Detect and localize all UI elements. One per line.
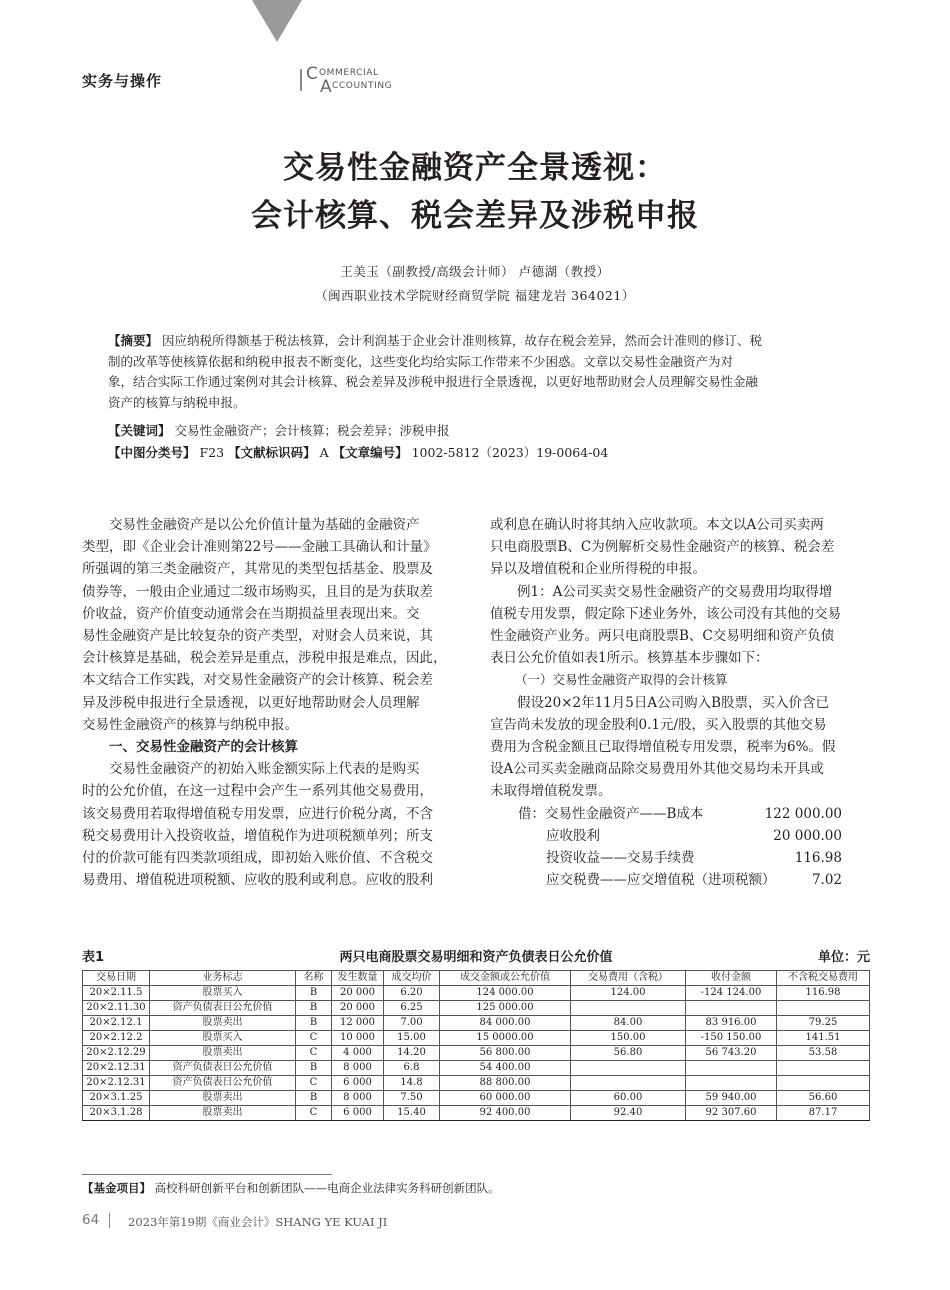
column-header: 成交均价 xyxy=(384,971,440,986)
right-column xyxy=(490,514,870,891)
table-cell: 20×2.12.2 xyxy=(83,1031,150,1046)
continued-paragraph: 或利息在确认时将其纳入应收款项。本文以A公司买卖两 只电商股票B、C为例解析交易性金融资产的核算、税会差 异以及增值税和企业所得税的申报。 xyxy=(490,517,835,578)
journal-account: 借：交易性金融资产——B成本 xyxy=(518,805,704,822)
classification-info: 【中图分类号】 F23 【文献标识码】 A 【文章编号】 1002-5812（2023）19-0064-04 xyxy=(108,445,609,460)
column-header: 成交金额或公允价值 xyxy=(440,971,571,986)
article-title-line2: 会计核算、税会差异及涉税申报 xyxy=(251,198,699,234)
table-cell: 141.51 xyxy=(777,1031,870,1046)
table-cell: 6.20 xyxy=(384,986,440,1001)
table-cell: 8 000 xyxy=(332,1091,384,1106)
table-cell: B xyxy=(296,986,332,1001)
section-heading-1: 一、交易性金融资产的会计核算 xyxy=(109,739,298,756)
table-header-row xyxy=(83,971,870,986)
journal-row xyxy=(490,803,870,825)
table-title: 两只电商股票交易明细和资产负债表日公允价值 xyxy=(339,950,613,965)
logo-word-accounting: CCOUNTING xyxy=(332,81,393,91)
table-cell: 56.60 xyxy=(777,1091,870,1106)
authors: 王美玉（副教授/高级会计师） 卢德湖（教授） xyxy=(340,264,610,279)
column-header: 收付金额 xyxy=(686,971,777,986)
abstract-label: 【摘要】 xyxy=(108,333,159,348)
column-header: 业务标志 xyxy=(150,971,296,986)
table-cell: 53.58 xyxy=(777,1046,870,1061)
table-cell: -124 124.00 xyxy=(686,986,777,1001)
table-cell: 6.8 xyxy=(384,1061,440,1076)
table-cell: 15 0000.00 xyxy=(440,1031,571,1046)
table-cell: C xyxy=(296,1046,332,1061)
table-row xyxy=(83,1001,870,1016)
table-cell: 7.00 xyxy=(384,1016,440,1031)
table-cell xyxy=(571,1061,686,1076)
table-cell: 20×2.12.31 xyxy=(83,1076,150,1091)
table-cell: 56.80 xyxy=(571,1046,686,1061)
table-cell: 84.00 xyxy=(571,1016,686,1031)
journal-row xyxy=(490,847,870,869)
table-cell xyxy=(571,1001,686,1016)
table-cell: 92 400.00 xyxy=(440,1106,571,1121)
table-cell: 6.25 xyxy=(384,1001,440,1016)
table-cell: 资产负债表日公允价值 xyxy=(150,1061,296,1076)
table-cell: 54 400.00 xyxy=(440,1061,571,1076)
table-body xyxy=(83,986,870,1121)
table-cell: 4 000 xyxy=(332,1046,384,1061)
left-column xyxy=(82,514,462,891)
journal-issue: 2023年第19期《商业会计》SHANG YE KUAI JI xyxy=(128,1215,388,1229)
table-cell: 资产负债表日公允价值 xyxy=(150,1001,296,1016)
table-cell xyxy=(686,1076,777,1091)
table-cell xyxy=(777,1001,870,1016)
journal-row xyxy=(490,825,870,847)
table-cell: 20×2.11.30 xyxy=(83,1001,150,1016)
table-cell: 10 000 xyxy=(332,1031,384,1046)
article-title-line1: 交易性金融资产全景透视： xyxy=(283,150,667,186)
table-cell: C xyxy=(296,1106,332,1121)
table-cell: 20×2.12.31 xyxy=(83,1061,150,1076)
table-cell xyxy=(777,1061,870,1076)
example-paragraph: 例1：A公司买卖交易性金融资产的交易费用均取得增 值税专用发票，假定除下述业务外，该公司没有其他的交易 性金融资产业务。两只电商股票B、C交易明细和资产负债 表日公允价值如表1所示。核算基本步骤如下： xyxy=(490,583,841,667)
table-cell: 股票卖出 xyxy=(150,1091,296,1106)
table-cell: 股票买入 xyxy=(150,1031,296,1046)
table-cell: 92.40 xyxy=(571,1106,686,1121)
logo-bar xyxy=(300,69,302,91)
table-cell: B xyxy=(296,1061,332,1076)
table-cell: 83 916.00 xyxy=(686,1016,777,1031)
table-caption xyxy=(82,946,870,966)
footer-divider xyxy=(109,1213,110,1228)
journal-amount: 20 000.00 xyxy=(773,827,842,844)
table-row xyxy=(83,1076,870,1091)
table-cell xyxy=(686,1061,777,1076)
table-cell: 124.00 xyxy=(571,986,686,1001)
table-number: 表1 xyxy=(82,950,105,965)
assumption-paragraph: 假设20×2年11月5日A公司购入B股票，买入价含已 宣告尚未发放的现金股利0.1元/股，买入股票的其他交易 费用为含税金额且已取得增值税专用发票，税率为6%。假 设A公司买卖金融商品除交易费用外其他交易均未开具或 未取得增值税发票。 xyxy=(490,694,836,800)
table-cell: -150 150.00 xyxy=(686,1031,777,1046)
keywords-text: 交易性金融资产；会计核算；税会差异；涉税申报 xyxy=(174,423,450,438)
table-cell: 124 000.00 xyxy=(440,986,571,1001)
column-header: 不含税交易费用 xyxy=(777,971,870,986)
column-header: 交易日期 xyxy=(83,971,150,986)
journal-account: 应收股利 xyxy=(546,827,600,844)
table-cell: 14.20 xyxy=(384,1046,440,1061)
table-cell: 150.00 xyxy=(571,1031,686,1046)
table-cell: 14.8 xyxy=(384,1076,440,1091)
table-cell: 60.00 xyxy=(571,1091,686,1106)
affiliation: （闽西职业技术学院财经商贸学院 福建龙岩 364021） xyxy=(315,288,635,303)
abstract-line: 资产的核算与纳税申报。 xyxy=(108,394,246,410)
logo-letter-a: A xyxy=(320,77,332,97)
table-cell: 59 940.00 xyxy=(686,1091,777,1106)
table-cell: B xyxy=(296,1091,332,1106)
table-cell: 股票买入 xyxy=(150,986,296,1001)
table-cell: 84 000.00 xyxy=(440,1016,571,1031)
journal-row xyxy=(490,869,870,891)
subsection-heading: （一）交易性金融资产取得的会计核算 xyxy=(515,672,728,688)
table-cell: B xyxy=(296,1016,332,1031)
journal-logo xyxy=(300,66,440,96)
column-header: 交易费用（含税） xyxy=(571,971,686,986)
table-cell: 56 743.20 xyxy=(686,1046,777,1061)
table-row xyxy=(83,1106,870,1121)
keywords-label: 【关键词】 xyxy=(108,423,171,438)
table-cell: 资产负债表日公允价值 xyxy=(150,1076,296,1091)
logo-letter-c: C xyxy=(306,64,318,84)
transaction-table xyxy=(82,970,870,1121)
journal-entry xyxy=(490,803,870,892)
table-row xyxy=(83,1091,870,1106)
column-header: 名称 xyxy=(296,971,332,986)
table-cell: 20×2.12.1 xyxy=(83,1016,150,1031)
doc-code: A xyxy=(319,445,329,460)
footnote-divider xyxy=(82,1174,332,1175)
table-unit: 单位：元 xyxy=(817,950,870,965)
table-cell: C xyxy=(296,1031,332,1046)
table-cell: 56 800.00 xyxy=(440,1046,571,1061)
intro-paragraph: 交易性金融资产是以公允价值计量为基础的金融资产 类型，即《企业会计准则第22号——金融工具确认和计量》 所强调的第三类金融资产，其常见的类型包括基金、股票及 债券等，一般由企业通过二级市场购买，且目的是为获取差 价收益，资产价值变动通常会在当期损益里表现出来。交 易性金融资产是比较复杂的资产类型，对财会人员来说，其 会计核算是基础，税会差异是重点，涉税申报是难点，因此， 本文结合工作实践，对交易性金融资产的会计核算、税会差 异及涉税申报进行全景透视，以更好地帮助财会人员理解 交易性金融资产的核算与纳税申报。 xyxy=(82,517,447,733)
table-cell: 88 800.00 xyxy=(440,1076,571,1091)
journal-account: 投资收益——交易手续费 xyxy=(546,850,695,867)
abstract-line: 制的改革等使核算依据和纳税申报表不断变化，这些变化均给实际工作带来不少困惑。文章以交易性金融资产为对 xyxy=(108,353,734,369)
table-cell: 股票卖出 xyxy=(150,1106,296,1121)
table-cell: 20 000 xyxy=(332,986,384,1001)
section-label: 实务与操作 xyxy=(82,72,163,90)
clc-number: F23 xyxy=(199,445,225,460)
table-cell: 20 000 xyxy=(332,1001,384,1016)
fund-text: 高校科研创新平台和创新团队——电商企业法律实务科研创新团队。 xyxy=(154,1181,500,1195)
journal-amount: 7.02 xyxy=(811,872,842,889)
logo-word-commercial: OMMERCIAL xyxy=(319,68,379,78)
table-row xyxy=(83,986,870,1001)
abstract-line: 象，结合实际工作通过案例对其会计核算、税会差异及涉税申报进行全景透视，以更好地帮助财会人员理解交易性金融 xyxy=(108,374,759,390)
table-cell: 20×2.12.29 xyxy=(83,1046,150,1061)
table-cell: 20×3.1.28 xyxy=(83,1106,150,1121)
journal-amount: 122 000.00 xyxy=(764,805,842,822)
table-row xyxy=(83,1031,870,1046)
page-number: 64 xyxy=(82,1212,100,1228)
table-cell xyxy=(686,1001,777,1016)
column-header: 发生数量 xyxy=(332,971,384,986)
table-row xyxy=(83,1046,870,1061)
header-triangle-marker xyxy=(252,0,302,42)
body-paragraph: 交易性金融资产的初始入账金额实际上代表的是购买 时的公允价值，在这一过程中会产生一系列其他交易费用， 该交易费用若取得增值税专用发票，应进行价税分离，不含 税交易费用计入投资收益，增值税作为进项税额单列；所支 付的价款可能有四类款项组成，即初始入账价值、不含税交 易费用、增值税进项税额、应收的股利或利息。应收的股利 xyxy=(82,761,433,889)
table-cell: 股票卖出 xyxy=(150,1016,296,1031)
fund-label: 【基金项目】 xyxy=(82,1181,151,1195)
table-cell: 12 000 xyxy=(332,1016,384,1031)
table-cell: 15.00 xyxy=(384,1031,440,1046)
fund-note xyxy=(82,1180,500,1196)
table-cell: 8 000 xyxy=(332,1061,384,1076)
table-cell: 20×2.11.5 xyxy=(83,986,150,1001)
table-cell: 6 000 xyxy=(332,1076,384,1091)
table-cell: 20×3.1.25 xyxy=(83,1091,150,1106)
table-row xyxy=(83,1061,870,1076)
journal-account: 应交税费——应交增值税（进项税额） xyxy=(546,872,776,889)
table-cell: 60 000.00 xyxy=(440,1091,571,1106)
table-cell: B xyxy=(296,1001,332,1016)
table-cell: 6 000 xyxy=(332,1106,384,1121)
abstract-line: 【摘要】 因应纳税所得额基于税法核算，会计利润基于企业会计准则核算，故存在税会差异，然而会计准则的修订、税 xyxy=(108,333,763,348)
table-cell: 7.50 xyxy=(384,1091,440,1106)
table-cell: 92 307.60 xyxy=(686,1106,777,1121)
table-cell: 股票卖出 xyxy=(150,1046,296,1061)
table-cell: 79.25 xyxy=(777,1016,870,1031)
table-cell: 125 000.00 xyxy=(440,1001,571,1016)
table-cell: 87.17 xyxy=(777,1106,870,1121)
keywords xyxy=(108,421,850,441)
table-cell: C xyxy=(296,1076,332,1091)
table-cell: 15.40 xyxy=(384,1106,440,1121)
abstract xyxy=(108,331,850,413)
table-cell xyxy=(777,1076,870,1091)
table-cell xyxy=(571,1076,686,1091)
table-row xyxy=(83,1016,870,1031)
table-cell: 116.98 xyxy=(777,986,870,1001)
article-number: 1002-5812（2023）19-0064-04 xyxy=(411,445,609,460)
journal-amount: 116.98 xyxy=(794,850,842,867)
